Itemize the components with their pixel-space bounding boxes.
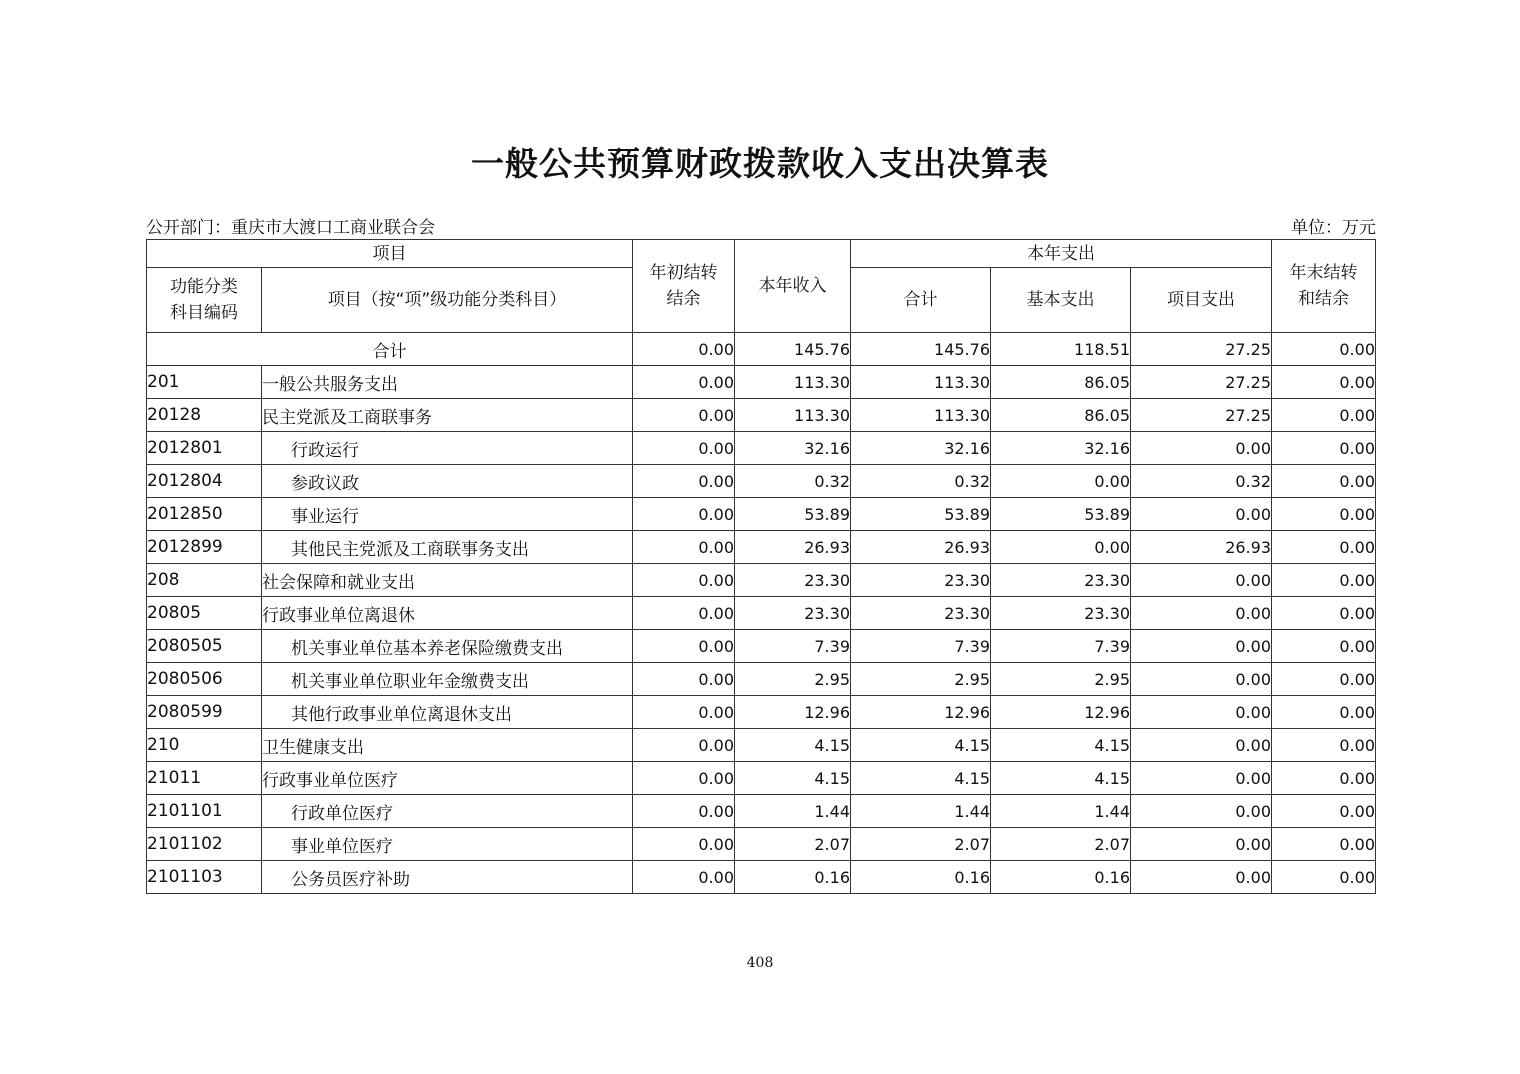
row-expense-total: 2.07 xyxy=(851,828,991,861)
row-expense-total: 23.30 xyxy=(851,564,991,597)
table-row xyxy=(147,630,1376,663)
page-number: 408 xyxy=(746,955,774,971)
row-income: 2.07 xyxy=(735,828,851,861)
table-row xyxy=(147,762,1376,795)
row-expense-basic: 23.30 xyxy=(991,564,1131,597)
table-row xyxy=(147,597,1376,630)
row-expense-basic: 1.44 xyxy=(991,795,1131,828)
row-income: 113.30 xyxy=(735,399,851,432)
header-expense-total: 合计 xyxy=(851,268,991,333)
header-opening-balance: 年初结转结余 xyxy=(633,240,735,333)
row-expense-total: 1.44 xyxy=(851,795,991,828)
row-code: 2080599 xyxy=(147,696,262,729)
row-expense-total: 2.95 xyxy=(851,663,991,696)
table-row xyxy=(147,795,1376,828)
row-opening-balance: 0.00 xyxy=(633,795,735,828)
row-closing-balance: 0.00 xyxy=(1272,399,1376,432)
row-expense-project: 0.00 xyxy=(1131,498,1272,531)
row-name: 其他行政事业单位离退休支出 xyxy=(262,696,633,729)
row-name: 参政议政 xyxy=(262,465,633,498)
row-expense-basic: 2.95 xyxy=(991,663,1131,696)
row-opening-balance: 0.00 xyxy=(633,696,735,729)
row-expense-project: 0.00 xyxy=(1131,696,1272,729)
row-code: 2012804 xyxy=(147,465,262,498)
row-closing-balance: 0.00 xyxy=(1272,564,1376,597)
row-code: 208 xyxy=(147,564,262,597)
row-name: 机关事业单位职业年金缴费支出 xyxy=(262,663,633,696)
row-income: 23.30 xyxy=(735,597,851,630)
row-closing-balance: 0.00 xyxy=(1272,432,1376,465)
total-label: 合计 xyxy=(147,333,633,366)
total-income: 145.76 xyxy=(735,333,851,366)
total-expense-project: 27.25 xyxy=(1131,333,1272,366)
row-expense-total: 23.30 xyxy=(851,597,991,630)
row-opening-balance: 0.00 xyxy=(633,828,735,861)
row-name: 民主党派及工商联事务 xyxy=(262,399,633,432)
row-opening-balance: 0.00 xyxy=(633,465,735,498)
row-income: 113.30 xyxy=(735,366,851,399)
row-opening-balance: 0.00 xyxy=(633,531,735,564)
row-opening-balance: 0.00 xyxy=(633,663,735,696)
row-closing-balance: 0.00 xyxy=(1272,828,1376,861)
row-opening-balance: 0.00 xyxy=(633,762,735,795)
row-closing-balance: 0.00 xyxy=(1272,597,1376,630)
total-expense-total: 145.76 xyxy=(851,333,991,366)
row-expense-basic: 12.96 xyxy=(991,696,1131,729)
table-row xyxy=(147,531,1376,564)
row-code: 2101102 xyxy=(147,828,262,861)
row-closing-balance: 0.00 xyxy=(1272,498,1376,531)
row-code: 2012850 xyxy=(147,498,262,531)
total-expense-basic: 118.51 xyxy=(991,333,1131,366)
row-code: 2101101 xyxy=(147,795,262,828)
row-income: 2.95 xyxy=(735,663,851,696)
header-expense-project: 项目支出 xyxy=(1131,268,1272,333)
row-closing-balance: 0.00 xyxy=(1272,366,1376,399)
row-expense-total: 12.96 xyxy=(851,696,991,729)
row-code: 20805 xyxy=(147,597,262,630)
row-income: 23.30 xyxy=(735,564,851,597)
row-code: 210 xyxy=(147,729,262,762)
row-income: 53.89 xyxy=(735,498,851,531)
row-closing-balance: 0.00 xyxy=(1272,729,1376,762)
row-expense-basic: 53.89 xyxy=(991,498,1131,531)
row-income: 1.44 xyxy=(735,795,851,828)
row-code: 2012899 xyxy=(147,531,262,564)
table-row xyxy=(147,861,1376,894)
row-expense-basic: 2.07 xyxy=(991,828,1131,861)
row-expense-project: 26.93 xyxy=(1131,531,1272,564)
page-title: 一般公共预算财政拨款收入支出决算表 xyxy=(471,144,1049,183)
row-income: 7.39 xyxy=(735,630,851,663)
row-expense-project: 0.00 xyxy=(1131,630,1272,663)
row-opening-balance: 0.00 xyxy=(633,366,735,399)
row-code: 20128 xyxy=(147,399,262,432)
row-income: 0.16 xyxy=(735,861,851,894)
row-expense-basic: 4.15 xyxy=(991,762,1131,795)
table-row xyxy=(147,465,1376,498)
row-expense-total: 4.15 xyxy=(851,762,991,795)
row-income: 4.15 xyxy=(735,729,851,762)
row-opening-balance: 0.00 xyxy=(633,630,735,663)
row-code: 2080506 xyxy=(147,663,262,696)
row-code: 2012801 xyxy=(147,432,262,465)
row-expense-project: 0.00 xyxy=(1131,663,1272,696)
row-expense-project: 0.32 xyxy=(1131,465,1272,498)
row-opening-balance: 0.00 xyxy=(633,597,735,630)
row-code: 201 xyxy=(147,366,262,399)
row-closing-balance: 0.00 xyxy=(1272,465,1376,498)
header-name: 项目（按“项”级功能分类科目） xyxy=(262,268,633,333)
row-name: 公务员医疗补助 xyxy=(262,861,633,894)
header-income: 本年收入 xyxy=(735,240,851,333)
row-expense-basic: 32.16 xyxy=(991,432,1131,465)
row-expense-total: 0.16 xyxy=(851,861,991,894)
row-closing-balance: 0.00 xyxy=(1272,861,1376,894)
row-expense-project: 0.00 xyxy=(1131,432,1272,465)
row-code: 21011 xyxy=(147,762,262,795)
row-closing-balance: 0.00 xyxy=(1272,531,1376,564)
table-row xyxy=(147,498,1376,531)
row-code: 2101103 xyxy=(147,861,262,894)
row-income: 0.32 xyxy=(735,465,851,498)
header-expense-group: 本年支出 xyxy=(851,240,1272,268)
table-row xyxy=(147,663,1376,696)
row-name: 行政单位医疗 xyxy=(262,795,633,828)
row-opening-balance: 0.00 xyxy=(633,498,735,531)
row-closing-balance: 0.00 xyxy=(1272,795,1376,828)
row-opening-balance: 0.00 xyxy=(633,399,735,432)
row-expense-project: 0.00 xyxy=(1131,729,1272,762)
table-row xyxy=(147,696,1376,729)
row-name: 一般公共服务支出 xyxy=(262,366,633,399)
row-income: 26.93 xyxy=(735,531,851,564)
header-closing-balance: 年末结转和结余 xyxy=(1272,240,1376,333)
row-opening-balance: 0.00 xyxy=(633,861,735,894)
table-row xyxy=(147,366,1376,399)
row-closing-balance: 0.00 xyxy=(1272,762,1376,795)
row-expense-total: 0.32 xyxy=(851,465,991,498)
row-name: 事业单位医疗 xyxy=(262,828,633,861)
header-expense-basic: 基本支出 xyxy=(991,268,1131,333)
row-expense-project: 0.00 xyxy=(1131,564,1272,597)
table-row xyxy=(147,729,1376,762)
row-expense-basic: 0.16 xyxy=(991,861,1131,894)
row-expense-basic: 86.05 xyxy=(991,366,1131,399)
total-opening-balance: 0.00 xyxy=(633,333,735,366)
row-expense-project: 0.00 xyxy=(1131,597,1272,630)
row-expense-total: 113.30 xyxy=(851,399,991,432)
row-expense-basic: 7.39 xyxy=(991,630,1131,663)
row-expense-basic: 86.05 xyxy=(991,399,1131,432)
row-expense-project: 0.00 xyxy=(1131,762,1272,795)
table-row xyxy=(147,828,1376,861)
budget-table xyxy=(146,239,1376,894)
row-expense-basic: 0.00 xyxy=(991,465,1131,498)
row-expense-project: 27.25 xyxy=(1131,366,1272,399)
row-name: 社会保障和就业支出 xyxy=(262,564,633,597)
row-name: 行政事业单位医疗 xyxy=(262,762,633,795)
row-closing-balance: 0.00 xyxy=(1272,663,1376,696)
row-opening-balance: 0.00 xyxy=(633,729,735,762)
row-name: 机关事业单位基本养老保险缴费支出 xyxy=(262,630,633,663)
total-row xyxy=(147,333,1376,366)
row-expense-total: 53.89 xyxy=(851,498,991,531)
total-closing-balance: 0.00 xyxy=(1272,333,1376,366)
row-income: 12.96 xyxy=(735,696,851,729)
header-item-group: 项目 xyxy=(147,240,633,268)
row-expense-project: 0.00 xyxy=(1131,828,1272,861)
row-expense-total: 4.15 xyxy=(851,729,991,762)
row-expense-basic: 0.00 xyxy=(991,531,1131,564)
header-code: 功能分类科目编码 xyxy=(147,268,262,333)
row-name: 行政运行 xyxy=(262,432,633,465)
row-expense-total: 32.16 xyxy=(851,432,991,465)
row-income: 32.16 xyxy=(735,432,851,465)
row-expense-project: 0.00 xyxy=(1131,861,1272,894)
row-expense-total: 7.39 xyxy=(851,630,991,663)
table-row xyxy=(147,432,1376,465)
row-expense-project: 0.00 xyxy=(1131,795,1272,828)
row-expense-project: 27.25 xyxy=(1131,399,1272,432)
row-expense-basic: 4.15 xyxy=(991,729,1131,762)
table-row xyxy=(147,399,1376,432)
row-name: 事业运行 xyxy=(262,498,633,531)
row-code: 2080505 xyxy=(147,630,262,663)
table-row xyxy=(147,564,1376,597)
row-opening-balance: 0.00 xyxy=(633,564,735,597)
table-header xyxy=(147,240,1376,333)
row-closing-balance: 0.00 xyxy=(1272,630,1376,663)
row-closing-balance: 0.00 xyxy=(1272,696,1376,729)
department-label: 公开部门：重庆市大渡口工商业联合会 xyxy=(146,218,435,238)
row-expense-total: 26.93 xyxy=(851,531,991,564)
row-name: 卫生健康支出 xyxy=(262,729,633,762)
row-opening-balance: 0.00 xyxy=(633,432,735,465)
table-body xyxy=(147,333,1376,894)
unit-label: 单位：万元 xyxy=(1291,218,1376,238)
row-name: 行政事业单位离退休 xyxy=(262,597,633,630)
row-income: 4.15 xyxy=(735,762,851,795)
row-expense-basic: 23.30 xyxy=(991,597,1131,630)
row-name: 其他民主党派及工商联事务支出 xyxy=(262,531,633,564)
row-expense-total: 113.30 xyxy=(851,366,991,399)
